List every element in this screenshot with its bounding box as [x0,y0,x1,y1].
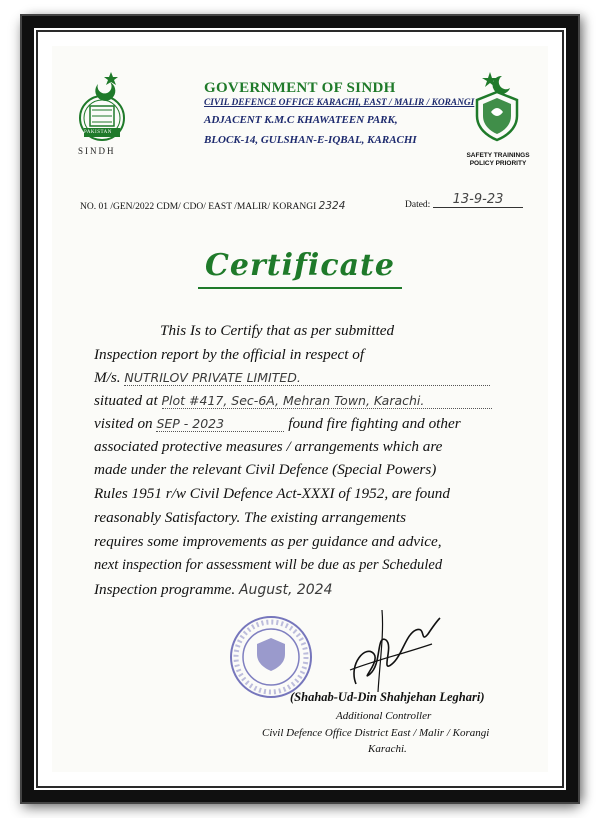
body-line-10: requires some improvements as per guidance and advice, [94,533,442,550]
header-title: GOVERNMENT OF SINDH [204,80,396,96]
company-label: M/s. [94,369,121,386]
body-line-4 [94,392,492,410]
next-inspection-date: August, 2024 [238,582,333,598]
signatory-city: Karachi. [368,743,407,755]
body-line-7: made under the relevant Civil Defence (Special Powers) [94,461,437,478]
body-line-11: next inspection for assessment will be due as per Scheduled [94,557,443,573]
header-address-2: BLOCK-14, GULSHAN-E-IQBAL, KARACHI [204,134,417,146]
dated-value: 13-9-23 [433,192,523,208]
visit-date: SEP - 2023 [156,416,284,432]
header-office: CIVIL DEFENCE OFFICE KARACHI, EAST / MALIR / KORANGI [204,98,475,108]
left-emblem-banner: PAKISTAN [84,130,112,135]
body-line-6: associated protective measures / arrangements which are [94,438,443,455]
reference-number-text: NO. 01 /GEN/2022 CDM/ CDO/ EAST /MALIR/ KORANGI [80,202,317,212]
body-line-2: Inspection report by the official in respect of [94,346,365,363]
body-line-1: This Is to Certify that as per submitted [160,322,395,339]
reference-number [80,200,345,212]
signatory-name: (Shahab-Ud-Din Shahjehan Leghari) [290,690,485,704]
body-line-3 [94,369,490,387]
company-name: NUTRILOV PRIVATE LIMITED. [124,370,490,386]
certificate-title: Certificate [205,248,395,283]
official-stamp-icon [226,612,316,702]
location-label: situated at [94,392,158,409]
dated-label: Dated: [405,200,431,210]
right-emblem-caption-1: SAFETY TRAININGS [466,152,530,159]
location-value: Plot #417, Sec-6A, Mehran Town, Karachi. [162,393,492,409]
visit-suffix: found fire fighting and other [288,415,461,432]
visit-label: visited on [94,415,153,432]
left-emblem-caption: SINDH [78,146,116,156]
right-emblem-caption [456,152,540,168]
body-line-12 [94,581,333,599]
signatory-designation: Additional Controller [336,710,432,722]
header-address-1: ADJACENT K.M.C KHAWATEEN PARK, [204,114,398,126]
civil-defence-emblem-icon [462,70,532,150]
body-line-9: reasonably Satisfactory. The existing arrangements [94,509,407,526]
body-line-8: Rules 1951 r/w Civil Defence Act-XXXI of 1952, are found [94,485,450,502]
signature-icon [336,604,446,696]
right-emblem-caption-2: POLICY PRIORITY [469,160,527,167]
title-underline [198,287,402,289]
programme-text: Inspection programme. [94,581,236,598]
reference-number-handwritten: 2324 [318,200,346,212]
body-line-5 [94,415,461,433]
signatory-office: Civil Defence Office District East / Malir / Korangi [262,727,490,739]
